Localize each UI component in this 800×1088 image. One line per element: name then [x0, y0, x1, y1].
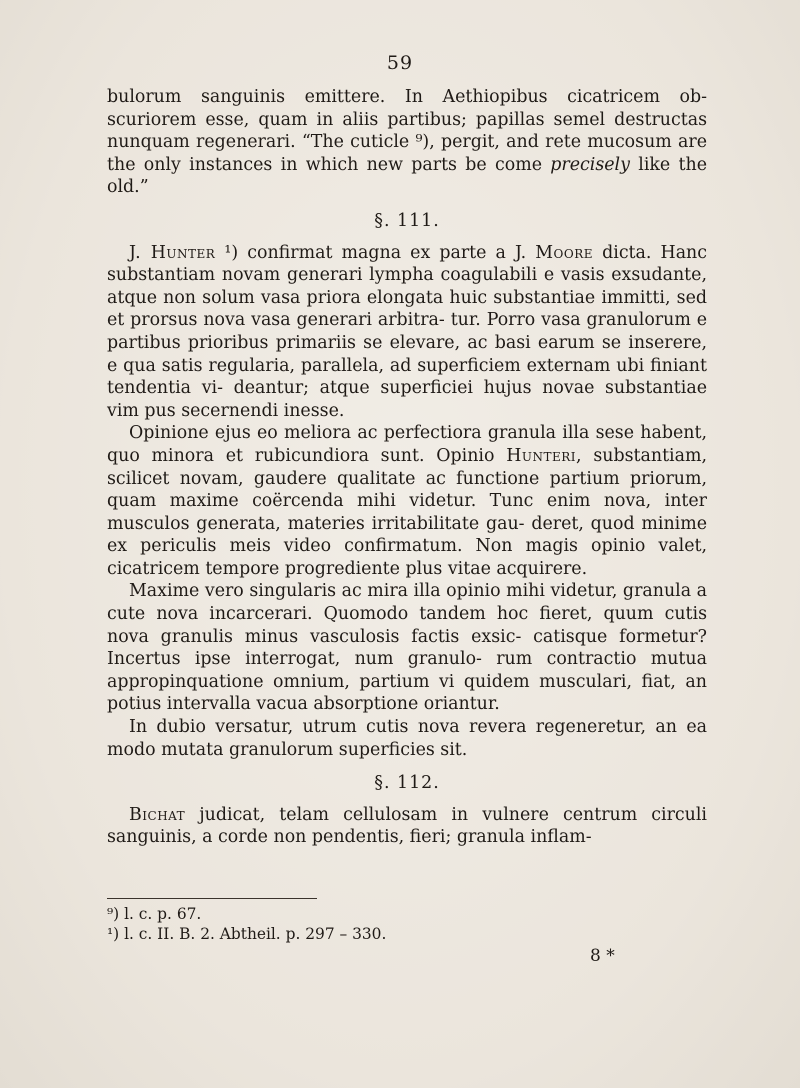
- signature-mark: 8 *: [590, 946, 615, 966]
- paragraph-1: bulorum sanguinis emittere. In Aethiopibus cicatricem ob- scuriorem esse, quam in aliis partibus; papillas semel destructas nunquam regenerari. “The cuticle ⁹), pergit, and rete mucosum are the only instances in which new parts be come precisely like the old.”: [107, 87, 707, 198]
- paragraph-6: Bichat judicat, telam cellulosam in vulnere centrum circuli sanguinis, a corde non pendentis, fieri; granula inflam-: [107, 804, 707, 848]
- section-heading-112: §. 112.: [374, 773, 440, 794]
- author-bichat: Bichat: [129, 804, 186, 825]
- footnotes: [107, 904, 707, 944]
- footnote-divider: [107, 898, 317, 899]
- author-moore: Moore: [535, 242, 594, 263]
- body-text: [107, 86, 707, 849]
- emphasis-precisely: precisely: [550, 154, 630, 175]
- section-heading-111: §. 111.: [374, 210, 440, 231]
- footnote-1: ⁹) l. c. p. 67.: [107, 905, 202, 923]
- author-hunter: J. Hunter: [129, 242, 216, 263]
- paragraph-5: In dubio versatur, utrum cutis nova revera regeneretur, an ea modo mutata granulorum superficies sit.: [107, 717, 707, 760]
- paragraph-4: Maxime vero singularis ac mira illa opinio mihi videtur, granula a cute nova incarcerari. Quomodo tandem hoc fieret, quum cutis nova granulis minus vasculosis factis exsic- catisque formetur? Incertus ipse interrogat, num granulo- rum contractio mutua appropinquatione omnium, partium vi quidem musculari, fiat, an potius intervalla vacua absorptione oriantur.: [107, 581, 707, 715]
- footnote-2: ¹) l. c. II. B. 2. Abtheil. p. 297 – 330.: [107, 925, 387, 943]
- paragraph-3: Opinione ejus eo meliora ac perfectiora granula illa sese habent, quo minora et rubicundiora sunt. Opinio Hunteri, substantiam, scilicet novam, gaudere qualitate ac functione partium priorum, quam maxime coërcenda mihi videtur. Tunc enim nova, inter musculos generata, materies irritabilitate gau- deret, quod minime ex periculis meis video confirmatum. Non magis opinio valet, cicatricem tempore progrediente plus vitae acquirere.: [107, 423, 708, 579]
- author-hunteri: Hunteri: [506, 445, 577, 466]
- paragraph-2: J. Hunter ¹) confirmat magna ex parte a J. Moore dicta. Hanc substantiam novam generari lympha coagulabili e vasis exsudante, atque non solum vasa priora elongata huic substantiae immitti, sed et prorsus nova vasa generari arbitra- tur. Porro vasa granulorum e partibus prioribus primariis se elevare, ac basi earum se inserere, e qua satis regularia, parallela, ad superficiem externam ubi finiant tendentia vi- deantur; atque superficiei hujus novae substantiae vim pus secernendi inesse.: [107, 242, 708, 421]
- page-number: 59: [386, 52, 414, 74]
